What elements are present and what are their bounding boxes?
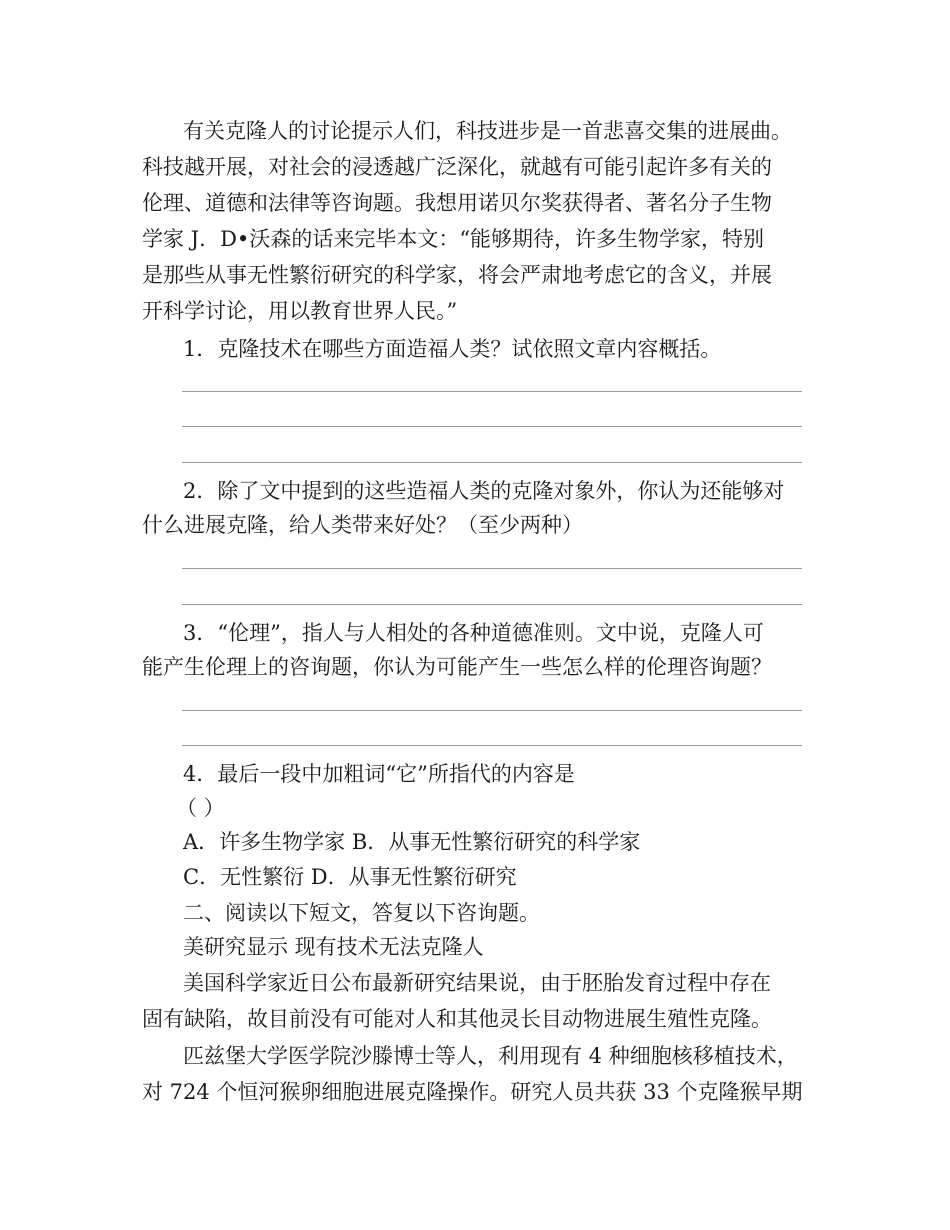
- question-2-cont: 什么进展克隆，给人类带来好处？（至少两种）: [142, 513, 583, 537]
- answer-line[interactable]: [182, 745, 802, 746]
- options-line-1: A．许多生物学家 B．从事无性繁衍研究的科学家: [183, 830, 641, 854]
- article-line: 对 724 个恒河猴卵细胞进展克隆操作。研究人员共获 33 个克隆猴早期: [142, 1080, 803, 1104]
- question-3-cont: 能产生伦理上的咨询题，你认为可能产生一些怎么样的伦理咨询题？: [142, 655, 772, 679]
- answer-line[interactable]: [182, 710, 802, 711]
- passage-line: 学家 J．D•沃森的话来完毕本文：“能够期待，许多生物学家，特别: [142, 227, 765, 251]
- passage-line: 开科学讨论，用以教育世界人民。”: [142, 299, 458, 323]
- answer-bracket[interactable]: （ ）: [176, 796, 225, 820]
- answer-line[interactable]: [182, 462, 802, 463]
- answer-line[interactable]: [182, 568, 802, 569]
- question-4-stem: 4．最后一段中加粗词“它”所指代的内容是: [183, 762, 575, 786]
- answer-line[interactable]: [182, 426, 802, 427]
- article-line: 美国科学家近日公布最新研究结果说，由于胚胎发育过程中存在: [183, 971, 771, 995]
- question-2: 2．除了文中提到的这些造福人类的克隆对象外，你认为还能够对: [183, 479, 785, 503]
- answer-line[interactable]: [182, 391, 802, 392]
- article-title: 美研究显示 现有技术无法克隆人: [183, 935, 484, 959]
- passage-line: 有关克隆人的讨论提示人们，科技进步是一首悲喜交集的进展曲。: [183, 119, 792, 143]
- answer-line[interactable]: [182, 604, 802, 605]
- article-line: 固有缺陷，故目前没有可能对人和其他灵长目动物进展生殖性克隆。: [142, 1007, 772, 1031]
- passage-line: 是那些从事无性繁衍研究的科学家，将会严肃地考虑它的含义，并展: [142, 263, 772, 287]
- passage-line: 科技越开展，对社会的浸透越广泛深化，就越有可能引起许多有关的: [142, 155, 772, 179]
- question-3: 3．“伦理”，指人与人相处的各种道德准则。文中说，克隆人可: [183, 621, 764, 645]
- question-1: 1．克隆技术在哪些方面造福人类？试依照文章内容概括。: [183, 337, 722, 361]
- section-instruction: 二、阅读以下短文，答复以下咨询题。: [183, 901, 540, 925]
- options-line-2: C．无性繁衍 D．从事无性繁衍研究: [183, 865, 517, 889]
- article-line: 匹兹堡大学医学院沙滕博士等人，利用现有 4 种细胞核移植技术，: [183, 1044, 798, 1068]
- passage-line: 伦理、道德和法律等咨询题。我想用诺贝尔奖获得者、著名分子生物: [142, 191, 772, 215]
